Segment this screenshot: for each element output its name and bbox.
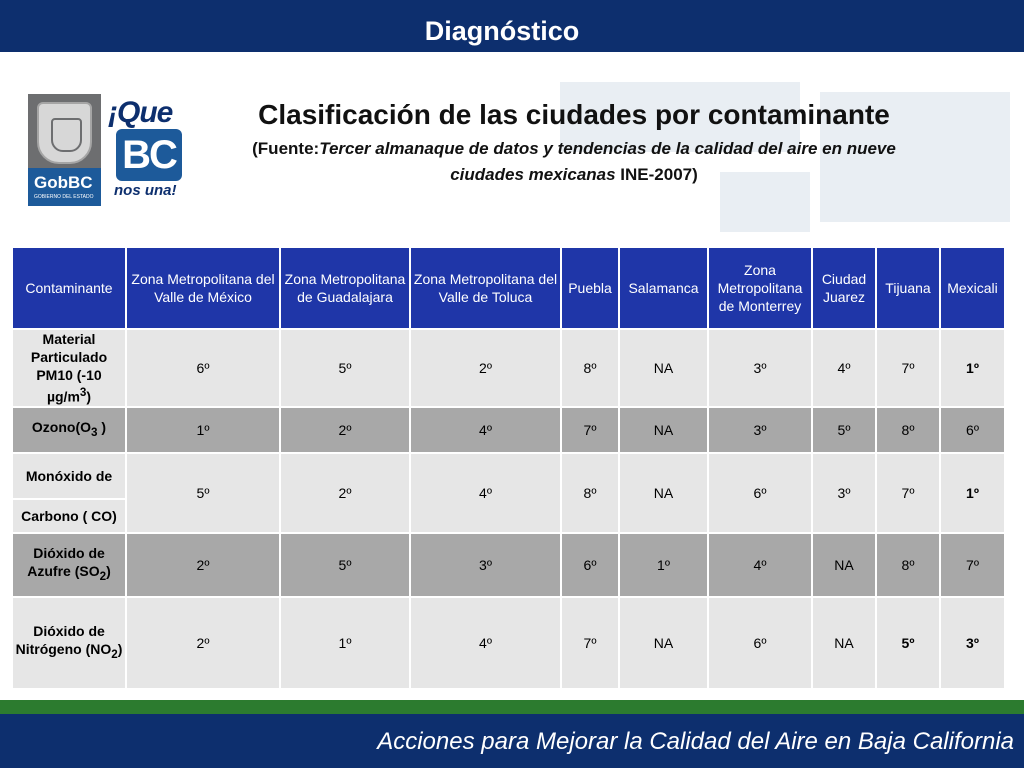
footer-green-band	[0, 700, 1024, 714]
rank-cell: NA	[619, 407, 708, 453]
footer-bar	[0, 714, 1024, 768]
rank-cell: 2º	[410, 329, 561, 407]
row-label: Dióxido de Azufre $(SO_2)$	[12, 533, 126, 597]
rank-cell: 3º	[708, 329, 812, 407]
table-row	[12, 407, 1005, 453]
table-row	[12, 533, 1005, 597]
header-cell: Zona Metropolitana de Monterrey	[708, 247, 812, 329]
rank-cell: 7º	[876, 329, 940, 407]
rank-cell: NA	[812, 597, 876, 689]
nos-una-text: nos una!	[114, 182, 177, 199]
gob-label: GobBC	[34, 173, 93, 192]
header-bar	[0, 0, 1024, 53]
rank-cell: 4º	[410, 597, 561, 689]
header-cell: Zona Metropolitana del Valle de México	[126, 247, 280, 329]
source-prefix: (Fuente:	[252, 139, 320, 158]
rank-cell: 6º	[561, 533, 619, 597]
row-label: Monóxido de	[12, 453, 126, 499]
rank-cell: NA	[619, 329, 708, 407]
row-label: Material Particulado PM10 (-10 $\mu g/m^3$)	[12, 329, 126, 407]
rank-cell: 4º	[812, 329, 876, 407]
slide-heading	[250, 96, 898, 188]
table-row	[12, 597, 1005, 689]
rank-cell: 7º	[940, 533, 1005, 597]
header-cell: Puebla	[561, 247, 619, 329]
source-suffix: INE-2007)	[615, 165, 698, 184]
table-row	[12, 329, 1005, 407]
rank-cell: 8º	[561, 453, 619, 533]
crest-icon	[37, 102, 92, 164]
row-label: $Ozono(O_3$ )	[12, 407, 126, 453]
rank-cell: 1º	[940, 453, 1005, 533]
rank-cell: 5º	[876, 597, 940, 689]
rank-cell: 4º	[708, 533, 812, 597]
rank-cell: 3º	[940, 597, 1005, 689]
header-cell: Tijuana	[876, 247, 940, 329]
source-italic: Tercer almanaque de datos y tendencias de la calidad del aire en nueve ciudades mexicanas	[319, 139, 896, 184]
rank-cell: 7º	[876, 453, 940, 533]
rank-cell: NA	[812, 533, 876, 597]
header-cell: Mexicali	[940, 247, 1005, 329]
rank-cell: NA	[619, 453, 708, 533]
table-row	[12, 453, 1005, 499]
rank-cell: 3º	[410, 533, 561, 597]
gobbc-logo	[28, 94, 101, 206]
header-cell: Zona Metropolitana del Valle de Toluca	[410, 247, 561, 329]
rank-cell: 5º	[812, 407, 876, 453]
rank-cell: 1º	[940, 329, 1005, 407]
rank-cell: 4º	[410, 453, 561, 533]
rank-cell: 6º	[940, 407, 1005, 453]
page-title: Diagnóstico	[424, 16, 580, 46]
rank-cell: 5º	[126, 453, 280, 533]
rank-cell: 7º	[561, 407, 619, 453]
rank-cell: 2º	[280, 407, 410, 453]
rank-cell: 1º	[619, 533, 708, 597]
rank-cell: NA	[619, 597, 708, 689]
rank-cell: 2º	[126, 597, 280, 689]
row-label: Dióxido de Nitrógeno $(NO_2)$	[12, 597, 126, 689]
rank-cell: 3º	[708, 407, 812, 453]
rank-cell: 1º	[126, 407, 280, 453]
que-bc-logo	[108, 96, 192, 206]
footer-text: Acciones para Mejorar la Calidad del Aire en Baja California	[377, 728, 1014, 755]
rank-cell: 6º	[126, 329, 280, 407]
rank-cell: 6º	[708, 453, 812, 533]
rank-cell: 5º	[280, 329, 410, 407]
rank-cell: 3º	[812, 453, 876, 533]
slide-title: Clasificación de las ciudades por contaminante	[258, 99, 890, 130]
header-cell: Zona Metropolitana de Guadalajara	[280, 247, 410, 329]
rank-cell: 2º	[126, 533, 280, 597]
rank-cell: 8º	[876, 407, 940, 453]
que-text: ¡Que	[108, 96, 173, 129]
rank-cell: 8º	[876, 533, 940, 597]
row-label: Carbono ( CO)	[12, 499, 126, 533]
classification-table	[11, 246, 1006, 690]
rank-cell: 7º	[561, 597, 619, 689]
rank-cell: 5º	[280, 533, 410, 597]
rank-cell: 2º	[280, 453, 410, 533]
header-cell: Ciudad Juarez	[812, 247, 876, 329]
bc-text: BC	[116, 129, 182, 181]
source-citation	[250, 136, 898, 188]
rank-cell: 1º	[280, 597, 410, 689]
header-cell: Salamanca	[619, 247, 708, 329]
rank-cell: 8º	[561, 329, 619, 407]
rank-cell: 4º	[410, 407, 561, 453]
header-cell: Contaminante	[12, 247, 126, 329]
gob-sublabel: GOBIERNO DEL ESTADO	[34, 194, 94, 200]
rank-cell: 6º	[708, 597, 812, 689]
